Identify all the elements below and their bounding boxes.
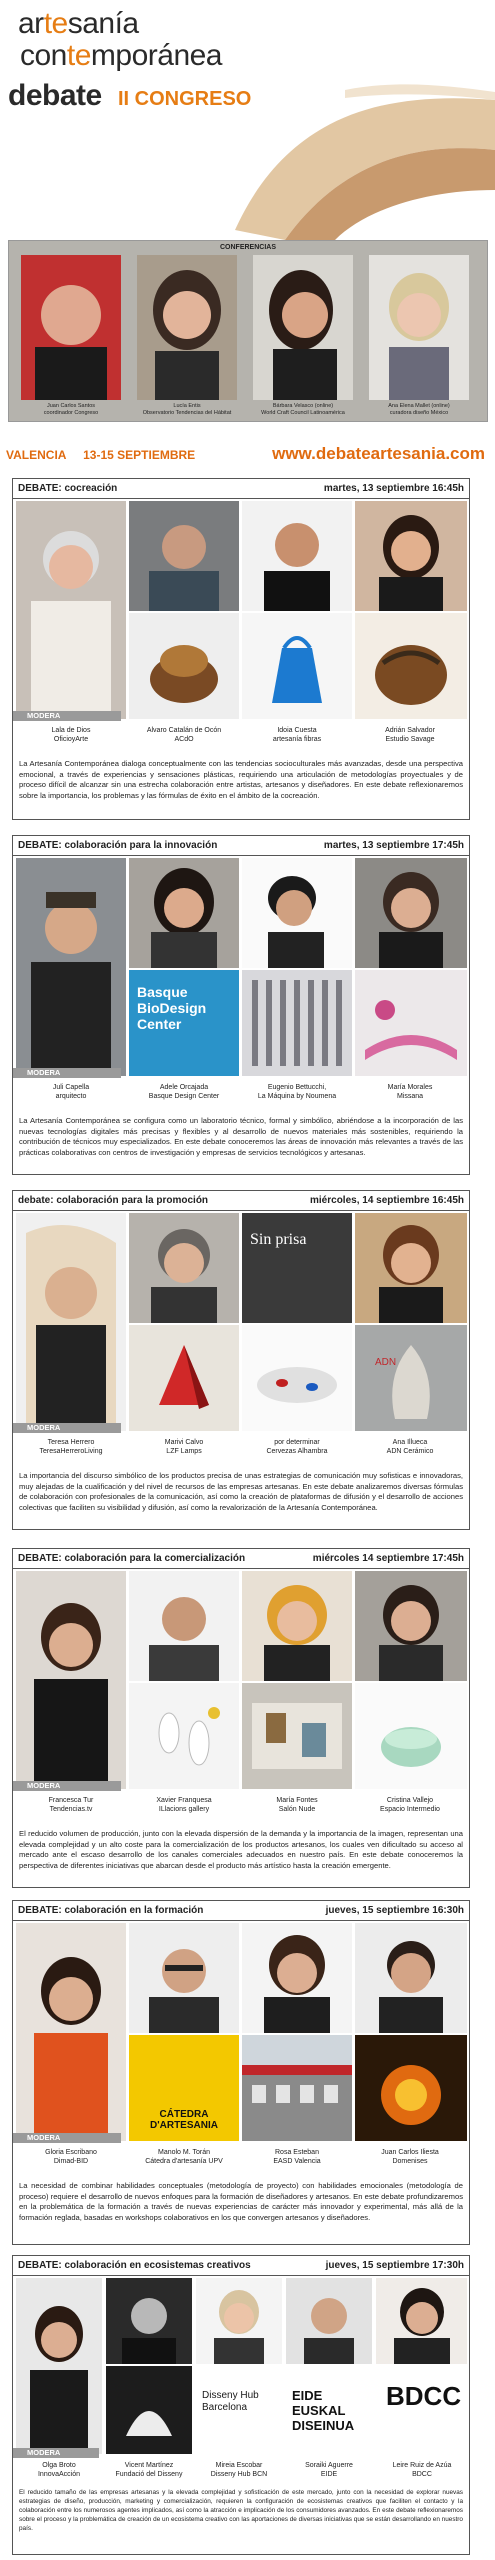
participant-photo — [242, 858, 352, 968]
school-building-photo — [242, 2035, 352, 2141]
participant-name: Eugenio Bettucchi, La Máquina by Noumena — [257, 1084, 337, 1100]
debate-photos — [13, 2276, 469, 2460]
debate-date: jueves, 15 septiembre 17:30h — [325, 2260, 464, 2271]
participant-photo — [355, 1213, 467, 1323]
debate-photos — [13, 1921, 469, 2147]
participant-names — [13, 1437, 469, 1469]
speaker-photo — [369, 255, 469, 400]
debate-panel — [12, 1900, 470, 2245]
participant-name: Francesca Tur Tendencias.tv — [48, 1797, 94, 1813]
participant-name: Adele Orcajada Basque Design Center — [148, 1084, 220, 1100]
debate-date: miércoles, 14 septiembre 16:45h — [310, 1195, 464, 1206]
title-line-3: debate — [8, 79, 102, 112]
catedra-artesania-badge: CÁTEDRA D'ARTESANIA — [129, 2035, 239, 2141]
participant-names — [13, 1082, 469, 1114]
participant-name: Leire Ruiz de Azúa BDCC — [392, 2462, 452, 2478]
event-banner — [0, 430, 495, 470]
participant-name: Ana Illueca ADN Cerámico — [386, 1439, 434, 1455]
debate-header — [13, 1191, 469, 1211]
participant-photo — [129, 858, 239, 968]
debate-panel — [12, 835, 470, 1175]
debate-title: DEBATE: colaboración para la innovación — [18, 840, 218, 851]
basque-biodesign-badge: Basque BioDesign Center — [129, 970, 239, 1076]
participant-names — [13, 725, 469, 757]
debate-photos — [13, 856, 469, 1082]
debate-date: miércoles 14 septiembre 17:45h — [312, 1553, 464, 1564]
moderator-label: MODERA — [13, 2133, 121, 2143]
craft-product-photo — [242, 613, 352, 719]
participant-name: María Fontes Salón Nude — [276, 1797, 318, 1813]
debate-title: DEBATE: colaboración para la comercialización — [18, 1553, 246, 1564]
debate-date: martes, 13 septiembre 17:45h — [323, 840, 464, 851]
participant-name: Teresa Herrero TeresaHerreroLiving — [39, 1439, 103, 1455]
debate-date: jueves, 15 septiembre 16:30h — [325, 1905, 464, 1916]
craft-product-photo — [106, 2366, 192, 2454]
debate-panel — [12, 478, 470, 820]
participant-photo — [242, 1571, 352, 1681]
eide-badge: EIDE EUSKAL DISEINUA — [286, 2366, 372, 2454]
craft-product-photo — [129, 613, 239, 719]
debate-title: DEBATE: cocreación — [18, 483, 118, 494]
glass-furnace-photo — [355, 2035, 467, 2141]
moderator-label: MODERA — [13, 1781, 121, 1791]
debate-description: La Artesanía Contemporánea se configura como un laboratorio técnico, formal y simbólico, abriéndose a la incorporación de las nuevas tecnologías digitales más precisas y flexibles y al desarrollo de nuevos materiales más sostenibles, requiriendo la contribución de técnicos muy especializados. En este debate conoceremos las áreas de innovación más relevantes a través de las prácticas colaborativas con centros de investigación y empresas de servicios tecnológicos y artesanas. — [19, 1116, 463, 1157]
speaker-photo — [137, 255, 237, 400]
participant-photo — [355, 858, 467, 968]
debate-header — [13, 1901, 469, 1921]
participant-photo — [355, 1923, 467, 2033]
participant-names — [13, 2147, 469, 2179]
debate-header — [13, 836, 469, 856]
debate-panel — [12, 1548, 470, 1888]
participant-photo — [242, 501, 352, 611]
debate-header — [13, 1549, 469, 1569]
participant-photo — [286, 2278, 372, 2364]
event-location-dates: VALENCIA 13-15 SEPTIEMBRE — [6, 448, 196, 462]
website-link[interactable]: www.debateartesania.com — [272, 444, 485, 463]
debate-description: La importancia del discurso simbólico de los productos precisa de unas estrategias de comunicación muy sofisticas e innovadoras, muy alejadas de la cualificación y del nivel de recursos de las empresas artesanas. En este debate analizaremos diversas fórmulas de colaboración con profesionales de la comunicación, así como la creación de plataformas de difusión y el desarrollo de acciones colectivas que faciliten su visibilidad y difusión, así como la revalorización de la Artesanía Contemporánea. — [19, 1471, 463, 1512]
participant-names — [13, 1795, 469, 1827]
debate-header — [13, 2256, 469, 2276]
moderator-label: MODERA — [13, 1423, 121, 1433]
participant-photo — [355, 501, 467, 611]
participant-photo — [129, 501, 239, 611]
participant-name: Idoia Cuesta artesanía fibras — [272, 727, 322, 743]
debate-panel — [12, 2255, 470, 2555]
speaker-photo — [21, 255, 121, 400]
participant-names — [13, 2460, 469, 2486]
participant-photo — [196, 2278, 282, 2364]
debate-photos — [13, 499, 469, 725]
participant-photo — [16, 2278, 102, 2454]
debate-photos — [13, 1569, 469, 1795]
participant-name: Lala de Dios OficioyArte — [51, 727, 91, 743]
congress-label: II CONGRESO — [118, 88, 252, 110]
participant-name: Rosa Esteban EASD Valencia — [273, 2149, 321, 2165]
participant-name: Manolo M. Torán Cátedra d'artesanía UPV — [145, 2149, 223, 2165]
participant-photo — [242, 1923, 352, 2033]
participant-name: Vicent Martínez Fundació del Disseny — [115, 2462, 183, 2478]
debate-photos — [13, 1211, 469, 1437]
title-line-2: contemporánea — [20, 39, 222, 72]
moderator-label: MODERA — [13, 711, 121, 721]
debate-title: debate: colaboración para la promoción — [18, 1195, 209, 1206]
participant-name: Marivi Calvo LZF Lamps — [164, 1439, 204, 1455]
craft-product-photo — [242, 1683, 352, 1789]
participant-name: Mireia Escobar Disseny Hub BCN — [210, 2462, 268, 2478]
craft-product-photo — [355, 1325, 467, 1431]
participant-photo — [129, 1923, 239, 2033]
debate-description: El reducido volumen de producción, junto con la elevada dispersión de la demanda y la importancia de la imagen, representan una elevada complejidad y un alto coste para la comercialización de los productos artesanos, los cuales ven dificultado su acceso al mercado ante el escaso desarrollo de los canales comerciales adecuados en nuestro país. En este debate conoceremos la perspectiva de diferentes iniciativas que abarcan desde el producto más artístico hasta la creación emergente. — [19, 1829, 463, 1870]
craft-product-photo — [242, 970, 352, 1076]
craft-product-photo — [129, 1325, 239, 1431]
sin-prisa-badge: Sin prisa — [242, 1213, 352, 1323]
speaker-caption: Lucía Entis Observatorio Tendencias del Hábitat — [142, 403, 232, 416]
congress-header — [0, 0, 495, 240]
craft-product-photo — [355, 1683, 467, 1789]
debate-panel — [12, 1190, 470, 1530]
svg-text:ADN: ADN — [375, 1357, 397, 1368]
participant-photo — [16, 501, 126, 719]
debate-date: martes, 13 septiembre 16:45h — [323, 483, 464, 494]
participant-name: Cristina Vallejo Espacio Intermedio — [380, 1797, 440, 1813]
craft-product-photo — [355, 613, 467, 719]
participant-name: Adrián Salvador Estudio Savage — [385, 727, 435, 743]
conferences-section — [8, 240, 488, 422]
participant-photo — [16, 858, 126, 1076]
craft-product-photo — [355, 970, 467, 1076]
participant-photo — [16, 1571, 126, 1789]
conferences-title: CONFERENCIAS — [219, 244, 276, 251]
craft-product-photo — [129, 1683, 239, 1789]
participant-name: Juli Capella arquitecto — [52, 1084, 90, 1100]
debate-description: La Artesanía Contemporánea dialoga conceptualmente con las tendencias socioculturales más avanzadas, desde una perspectiva emocional, a través de experiencias y sensaciones plásticas, requiriendo una articulación de metodologías proyectuales y de proceso difícil de alcanzar sin una estrecha colaboración entre artistas, artesanos y diseñadores. En este debate reflexionaremos sobre la importancia, los problemas y las fórmulas de éxito en el ámbito de la cocreación. — [19, 759, 463, 800]
speaker-caption: Bárbara Velasco (online) World Craft Council Latinoamérica — [261, 403, 345, 416]
disseny-hub-badge: Disseny Hub Barcelona — [196, 2366, 282, 2454]
debate-title: DEBATE: colaboración en ecosistemas creativos — [18, 2260, 251, 2271]
participant-name: María Morales Missana — [387, 1084, 433, 1100]
participant-name: Soraiki Aguerre EIDE — [305, 2462, 353, 2478]
title-line-1: artesanía — [18, 7, 139, 40]
participant-name: Gloria Escribano Dimad-BID — [45, 2149, 97, 2165]
participant-name: Juan Carlos Iliesta Domenises — [381, 2149, 439, 2165]
leather-swoosh-graphic — [195, 80, 495, 240]
participant-photo — [376, 2278, 467, 2364]
debate-title: DEBATE: colaboración en la formación — [18, 1905, 204, 1916]
speaker-caption: Juan Carlos Santos coordinador Congreso — [43, 403, 99, 416]
speaker-caption: Ana Elena Mallet (online) curadora diseño México — [388, 403, 450, 416]
debate-header — [13, 479, 469, 499]
participant-photo — [129, 1571, 239, 1681]
moderator-label: MODERA — [13, 2448, 99, 2458]
participant-name: por determinar Cervezas Alhambra — [266, 1439, 328, 1455]
participant-photo — [355, 1571, 467, 1681]
participant-photo — [129, 1213, 239, 1323]
participant-photo — [16, 1923, 126, 2141]
participant-name: Olga Broto InnovaAcción — [37, 2462, 81, 2478]
craft-product-photo — [242, 1325, 352, 1431]
bdcc-badge: BDCC — [376, 2366, 467, 2454]
participant-name: Alvaro Catalán de Ocón ACdO — [146, 727, 222, 743]
participant-name: Xavier Franquesa ILlacions gallery — [156, 1797, 212, 1813]
debate-description: La necesidad de combinar habilidades conceptuales (metodología de proyecto) con habilidades emocionales (metodología de proceso) requiere el desarrollo de nuevos enfoques para la formación de diseñadores y artesanos. En este debate profundizaremos en la problemática de la formación a través de nuevas experiencias de carácter más innovador y experimental, más allá de la formación reglada, basadas en workshops colaborativos en los que convergen artesanos y diseñadores. — [19, 2181, 463, 2222]
participant-photo — [16, 1213, 126, 1431]
participant-photo — [106, 2278, 192, 2364]
debate-description: El reducido tamaño de las empresas artesanas y la elevada complejidad y sofisticación de este mercado, junto con la necesidad de explorar nuevas estrategias de diseño, producción, marketing y comercialización, requieren la configuración de ecosistemas creativos que faciliten el contacto y la colaboración entre los numerosos agentes implicados, así como la atracción e implicación de los consumidores avanzados. En este debate reflexionaremos sobre el proceso y la problemática de creación de un ecosistema creativo con las aportaciones de diversas iniciativas que se están desarrollando en nuestro país. — [19, 2489, 463, 2532]
moderator-label: MODERA — [13, 1068, 121, 1078]
speaker-photo — [253, 255, 353, 400]
